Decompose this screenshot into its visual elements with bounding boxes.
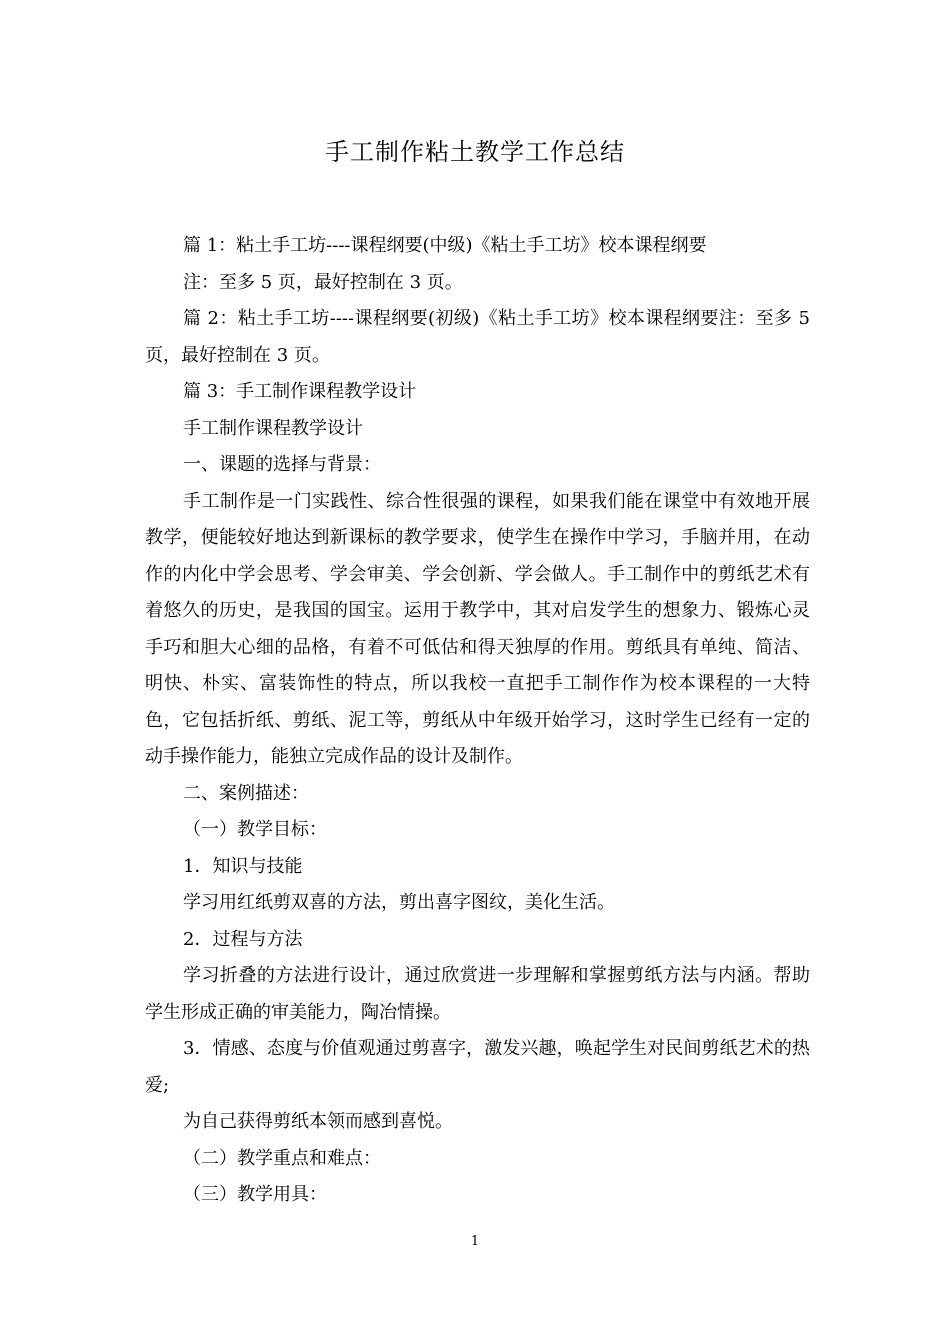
heading-process-method: 2．过程与方法 bbox=[183, 928, 303, 950]
document-title: 手工制作粘土教学工作总结 bbox=[325, 138, 625, 166]
heading-knowledge-skills: 1．知识与技能 bbox=[183, 855, 303, 877]
paragraph-article-1: 篇 1：粘土手工坊----课程纲要(中级)《粘土手工坊》校本课程纲要 bbox=[183, 235, 707, 256]
heading-teaching-tools: （三）教学用具： bbox=[183, 1184, 327, 1205]
paragraph-process-method: 学习折叠的方法进行设计，通过欣赏进一步理解和掌握剪纸方法与内涵。帮助学生形成正确的审美能力，陶冶情操。 bbox=[145, 965, 810, 1023]
paragraph-joy: 为自己获得剪纸本领而感到喜悦。 bbox=[183, 1111, 453, 1132]
paragraph-note: 注：至多 5 页，最好控制在 3 页。 bbox=[183, 271, 463, 293]
document-body bbox=[145, 228, 810, 1214]
heading-key-points: （二）教学重点和难点： bbox=[183, 1147, 381, 1169]
paragraph-article-2: 篇 2：粘土手工坊----课程纲要(初级)《粘土手工坊》校本课程纲要注：至多 5 页，最好控制在 3 页。 bbox=[145, 308, 810, 366]
paragraph-article-3: 篇 3：手工制作课程教学设计 bbox=[183, 381, 417, 402]
heading-teaching-goals: （一）教学目标： bbox=[183, 819, 327, 840]
paragraph-emotion-values: 3．情感、态度与价值观通过剪喜字，激发兴趣，唤起学生对民间剪纸艺术的热爱; bbox=[145, 1038, 810, 1096]
page-number: 1 bbox=[470, 1234, 480, 1249]
paragraph-knowledge-skills: 学习用红纸剪双喜的方法，剪出喜字图纹，美化生活。 bbox=[183, 892, 615, 913]
heading-background: 一、课题的选择与背景： bbox=[183, 454, 381, 475]
heading-case-description: 二、案例描述： bbox=[183, 782, 309, 804]
paragraph-background: 手工制作是一门实践性、综合性很强的课程，如果我们能在课堂中有效地开展教学，便能较好地达到新课标的教学要求，使学生在操作中学习，手脑并用，在动作的内化中学会思考、学会审美、学会创新、学会做人。手工制作中的剪纸艺术有着悠久的历史，是我国的国宝。运用于教学中，其对启发学生的想象力、锻炼心灵手巧和胆大心细的品格，有着不可低估和得天独厚的作用。剪纸具有单纯、简洁、明快、朴实、富装饰性的特点，所以我校一直把手工制作作为校本课程的一大特色，它包括折纸、剪纸、泥工等，剪纸从中年级开始学习，这时学生已经有一定的动手操作能力，能独立完成作品的设计及制作。 bbox=[145, 490, 810, 767]
paragraph-subtitle: 手工制作课程教学设计 bbox=[183, 417, 363, 439]
